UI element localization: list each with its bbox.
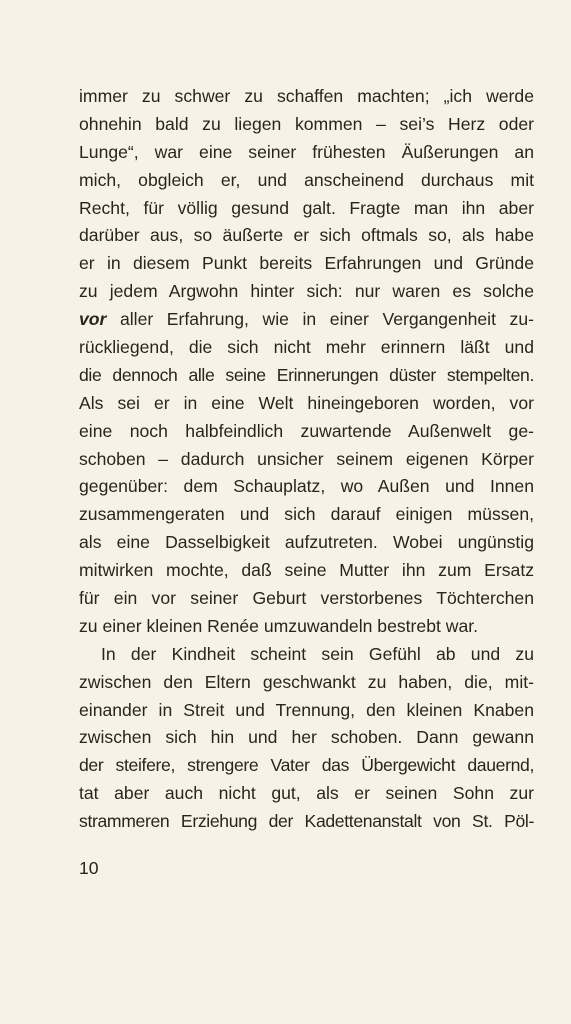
text-line-16: zusammengeraten und sich darauf einigen müssen, — [79, 504, 534, 525]
text-line-2: ohnehin bald zu liegen kommen – sei’s Herz oder — [79, 113, 534, 134]
text-line-4: mich, obgleich er, und anscheinend durchaus mit — [79, 169, 534, 190]
text-line-9-rest: aller Erfahrung, wie in einer Vergangenheit zu- — [106, 309, 534, 330]
page-number: 10 — [79, 858, 99, 878]
text-line-23: einander in Streit und Trennung, den kleinen Knaben — [79, 699, 534, 720]
text-line-10: rückliegend, die sich nicht mehr erinnern läßt und — [79, 337, 534, 358]
text-line-21: In der Kindheit scheint sein Gefühl ab und zu — [101, 643, 534, 664]
text-line-12: Als sei er in eine Welt hineingeboren worden, vor — [79, 392, 534, 413]
text-line-27: strammeren Erziehung der Kadettenanstalt von St. Pöl- — [79, 811, 534, 832]
text-line-3: Lunge“, war eine seiner frühesten Äußerungen an — [79, 141, 534, 162]
text-line-13: eine noch halbfeindlich zuwartende Außenwelt ge- — [79, 420, 534, 441]
text-line-20: zu einer kleinen Renée umzuwandeln bestrebt war. — [79, 615, 479, 636]
text-line-1: immer zu schwer zu schaffen machten; „ich werde — [79, 86, 534, 106]
text-line-8: zu jedem Argwohn hinter sich: nur waren es solche — [79, 281, 534, 302]
text-line-5: Recht, für völlig gesund galt. Fragte man ihn aber — [79, 197, 534, 218]
emphasized-word: vor — [79, 309, 107, 330]
body-text — [79, 83, 534, 836]
text-line-25: der steifere, strengere Vater das Übergewicht dauernd, — [79, 755, 534, 776]
text-line-14: schoben – dadurch unsicher seinem eigenen Körper — [79, 448, 534, 469]
text-line-18: mitwirken mochte, daß seine Mutter ihn zum Ersatz — [79, 560, 534, 581]
text-line-9 — [79, 306, 534, 334]
text-line-22: zwischen den Eltern geschwankt zu haben, die, mit- — [79, 671, 534, 692]
text-line-24: zwischen sich hin und her schoben. Dann gewann — [79, 727, 534, 748]
text-line-26: tat aber auch nicht gut, als er seinen Sohn zur — [79, 783, 534, 804]
text-line-17: als eine Dasselbigkeit aufzutreten. Wobei ungünstig — [79, 532, 534, 553]
text-line-7: er in diesem Punkt bereits Erfahrungen und Gründe — [79, 253, 534, 274]
text-line-6: darüber aus, so äußerte er sich oftmals so, als habe — [79, 225, 534, 246]
text-line-19: für ein vor seiner Geburt verstorbenes Töchterchen — [79, 588, 534, 609]
text-line-15: gegenüber: dem Schauplatz, wo Außen und Innen — [79, 476, 534, 497]
text-line-11: die dennoch alle seine Erinnerungen düster stempelten. — [79, 364, 534, 385]
